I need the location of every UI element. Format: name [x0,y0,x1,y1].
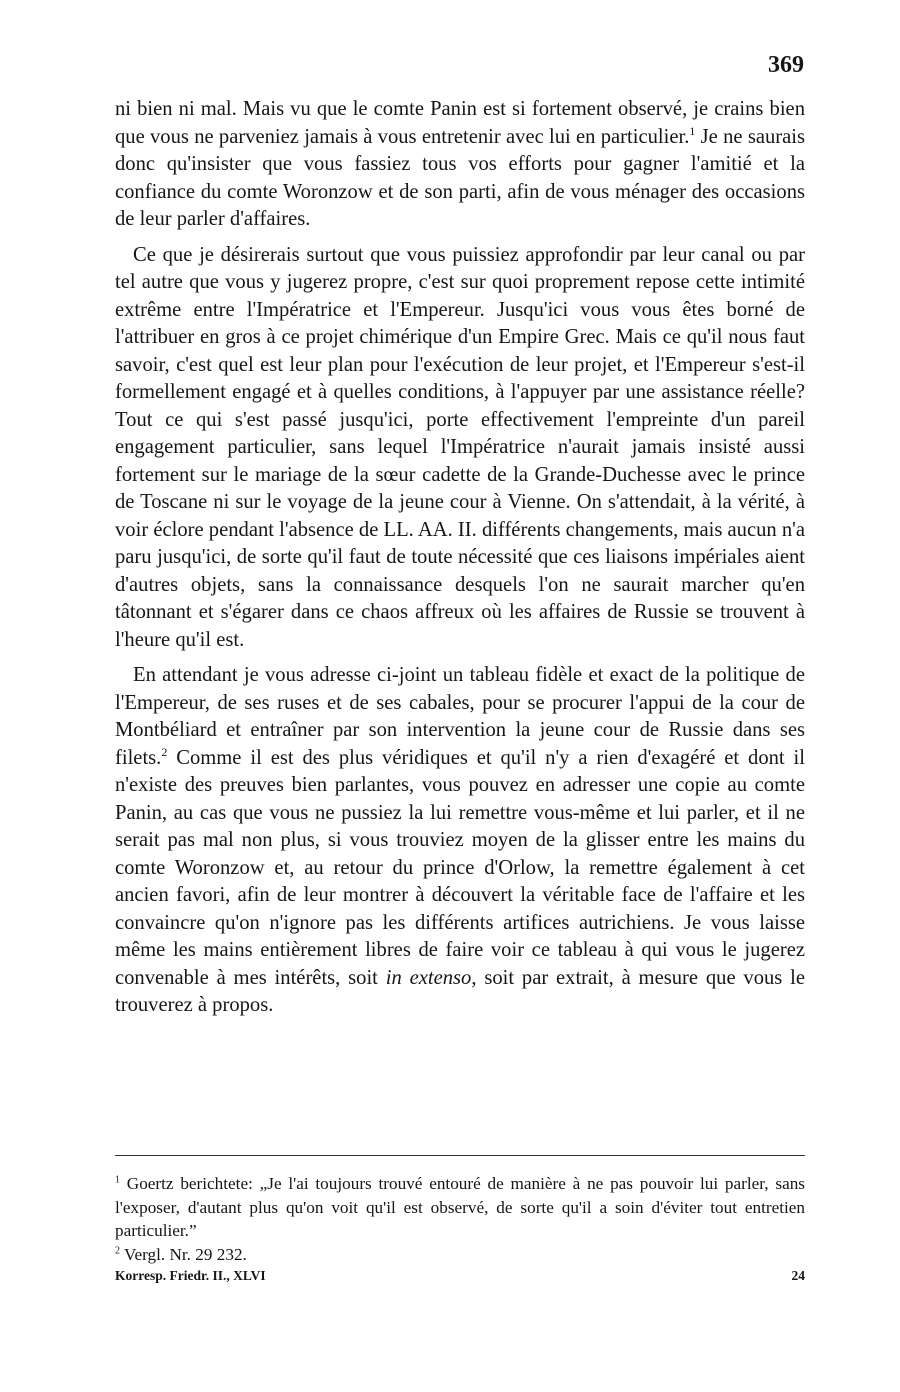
footnote-ref-1: 1 [689,123,696,138]
paragraph-text: Ce que je désirerais surtout que vous puissiez approfondir par leur canal ou par tel autre que vous y jugerez propre, c'est sur quoi proprement repose cette intimité extrême entre l'Impératrice et l'Empereur. Jusqu'ici vous vous êtes borné de l'attribuer en gros à ce projet chimérique d'un Empire Grec. Mais ce qu'il nous faut savoir, c'est quel est leur plan pour l'exécution de leur projet, et l'Empereur s'est-il formellement engagé et à quelles conditions, à l'appuyer par une assistance réelle? Tout ce qui s'est passé jusqu'ici, porte effectivement l'empreinte d'un pareil engagement particulier, sans lequel l'Impératrice n'aurait jamais insisté aussi fortement sur le mariage de la sœur cadette de la Grande-Duchesse avec le prince de Toscane ni sur le voyage de la jeune cour à Vienne. On s'attendait, à la vérité, à voir éclore pendant l'absence de LL. AA. II. différents changements, mais aucun n'a paru jusqu'ici, de sorte qu'il faut de toute nécessité que ces liaisons impériales aient d'autres objets, sans la connaissance desquels l'on ne saurait marcher qu'en tâtonnant et s'égarer dans ce chaos affreux où les affaires de Russie se trouvent à l'heure qu'il est. [115,243,805,651]
footnote-ref-2: 2 [161,744,168,759]
letter-body [115,96,805,1020]
footnote-text: Vergl. Nr. 29 232. [120,1244,247,1264]
paragraph-text: En attendant je vous adresse ci-joint un tableau fidèle et exact de la politique de l'Empereur, de ses ruses et de ses cabales, pour se procurer l'appui de la cour de Montbéliard et entraîner par son intervention la jeune cour de Russie dans ses filets. [115,664,805,769]
footnote-1 [115,1172,805,1243]
footnote-separator [115,1155,805,1156]
footnote-marker: 1 [115,1174,120,1186]
paragraph-text: ni bien ni mal. Mais vu que le comte Panin est si fortement observé, je crains bien que vous ne parveniez jamais à vous entretenir avec lui en particulier. [115,98,805,148]
footnote-2 [115,1243,805,1267]
footnote-marker: 2 [115,1244,120,1256]
sheet-number: 24 [791,1268,805,1283]
page-number: 369 [768,52,804,78]
footnote-text: Goertz berichtete: „Je l'ai toujours trouvé entouré de manière à ne pas pouvoir lui parler, sans l'exposer, d'autant plus qu'on voit qu'il est observé, de sorte qu'il a soin d'éviter tout entretien particulier.” [115,1174,805,1240]
paragraph-1 [115,96,805,234]
paragraph-text: , soit par extrait, à mesure que vous le trouverez à propos. [115,966,806,1016]
paragraph-text: Comme il est des plus véridiques et qu'il n'y a rien d'exagéré et dont il n'existe des preuves bien parlantes, vous pouvez en adresser une copie au comte Panin, au cas que vous ne pussiez la lui remettre vous-même et lui parler, et il ne serait pas mal non plus, si vous trouviez moyen de la glisser entre les mains du comte Woronzow et, au retour du prince d'Orlow, la remettre également à cet ancien favori, afin de leur montrer à découvert la véritable face de l'affaire et les convaincre qu'on n'ignore pas les différents artifices autrichiens. Je vous laisse même les mains entièrement libres de faire voir ce tableau à qui vous le jugerez convenable à mes intérêts, soit [115,746,805,989]
signature-mark: Korresp. Friedr. II., XLVI [115,1268,266,1283]
paragraph-3 [115,662,805,1020]
paragraph-text: Je ne saurais donc qu'insister que vous fassiez tous vos efforts pour gagner l'amitié et la confiance du comte Woronzow et de son parti, afin de vous ménager des occasions de leur parler d'affaires. [115,125,805,230]
italic-phrase: in extenso [385,966,472,989]
paragraph-2 [115,242,805,655]
footnotes [115,1172,805,1266]
